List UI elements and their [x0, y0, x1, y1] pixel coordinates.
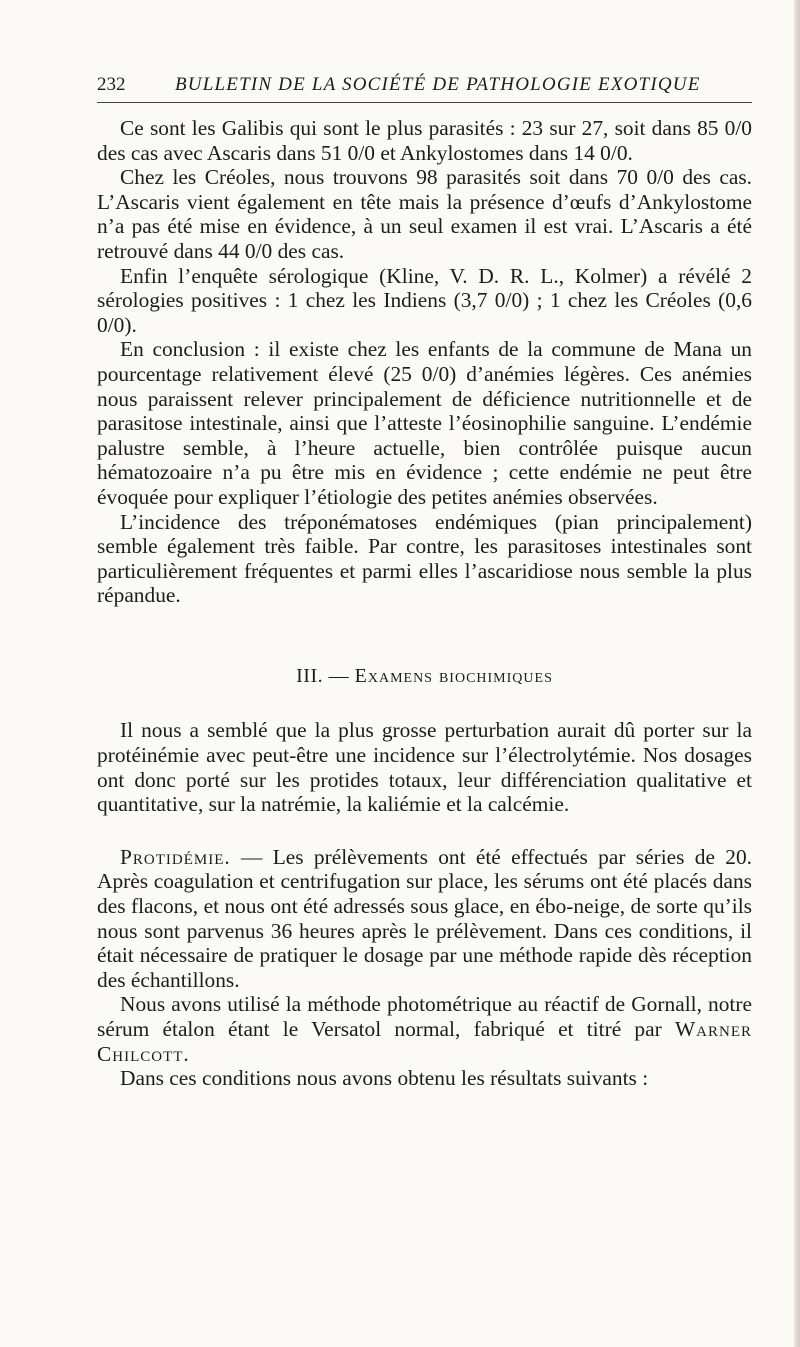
paragraph-protidemie — [97, 845, 752, 993]
page-number: 232 — [97, 74, 126, 95]
protidemie-text: — Les prélèvements ont été effectués par séries de 20. Après coagulation et centrifugation sur place, les sérums ont été placés dans des flacons, et nous ont été adressés sous glace, en ébo-neige, de sorte qu’ils nous sont parvenus 36 heures après le prélèvement. Dans ces conditions, il était nécessaire de pratiquer le dosage par une méthode rapide dès réception des échantillons. — [97, 844, 752, 992]
article-body — [97, 116, 752, 1091]
paragraph-spacer — [97, 817, 752, 845]
paragraph-conclusion: En conclusion : il existe chez les enfants de la commune de Mana un pourcentage relativement élevé (25 0/0) d’anémies légères. Ces anémies nous paraissent relever principalement de déficience nutritionnelle et de parasitose intestinale, ainsi que l’atteste l’éosinophilie sanguine. L’endémie palustre semble, à l’heure actuelle, bien contrôlée puisque aucun hématozoaire n’a pu être mis en évidence ; cette endémie ne peut être évoquée pour expliquer l’étiologie des petites anémies observées. — [97, 337, 752, 509]
paragraph-treponematoses: L’incidence des tréponématoses endémiques (pian principalement) semble également très faible. Par contre, les parasitoses intestinales sont particulièrement fréquentes et parmi elles l’ascaridiose nous semble la plus répandue. — [97, 509, 752, 608]
section-number: III. — — [296, 664, 350, 687]
method-text: Nous avons utilisé la méthode photométrique au réactif de Gornall, notre sérum étalon étant le Versatol normal, fabriqué et titré par — [97, 992, 752, 1041]
page-edge-shadow — [794, 0, 800, 1347]
paragraph-serologie: Enfin l’enquête sérologique (Kline, V. D. R. L., Kolmer) a révélé 2 sérologies positives : 1 chez les Indiens (3,7 0/0) ; 1 chez les Créoles (0,6 0/0). — [97, 263, 752, 337]
paragraph-creoles: Chez les Créoles, nous trouvons 98 parasités soit dans 70 0/0 des cas. L’Ascaris vient également en tête mais la présence d’œufs d’Ankylostome n’a pas été mise en évidence, à un seul examen il est vrai. L’Ascaris a été retrouvé dans 44 0/0 des cas. — [97, 165, 752, 263]
paragraph-galibis: Ce sont les Galibis qui sont le plus parasités : 23 sur 27, soit dans 85 0/0 des cas avec Ascaris dans 51 0/0 et Ankylostomes dans 14 0/0. — [97, 116, 752, 165]
paragraph-method — [97, 992, 752, 1066]
running-header — [97, 72, 752, 103]
protidemie-run-in: Protidémie. — [120, 844, 231, 869]
section-heading — [97, 664, 752, 689]
paragraph-results: Dans ces conditions nous avons obtenu les résultats suivants : — [120, 1066, 649, 1091]
manufacturer-name: Warner Chilcott — [97, 1017, 752, 1066]
journal-title: BULLETIN DE LA SOCIÉTÉ DE PATHOLOGIE EXOTIQUE — [175, 74, 701, 95]
method-end: . — [183, 1041, 189, 1066]
paragraph-intro: Il nous a semblé que la plus grosse perturbation aurait dû porter sur la protéinémie avec peut-être une incidence sur l’électrolytémie. Nos dosages ont donc porté sur les protides totaux, leur différenciation qualitative et quantitative, sur la natrémie, la kaliémie et la calcémie. — [97, 718, 752, 817]
section-title: Examens biochimiques — [354, 664, 553, 687]
